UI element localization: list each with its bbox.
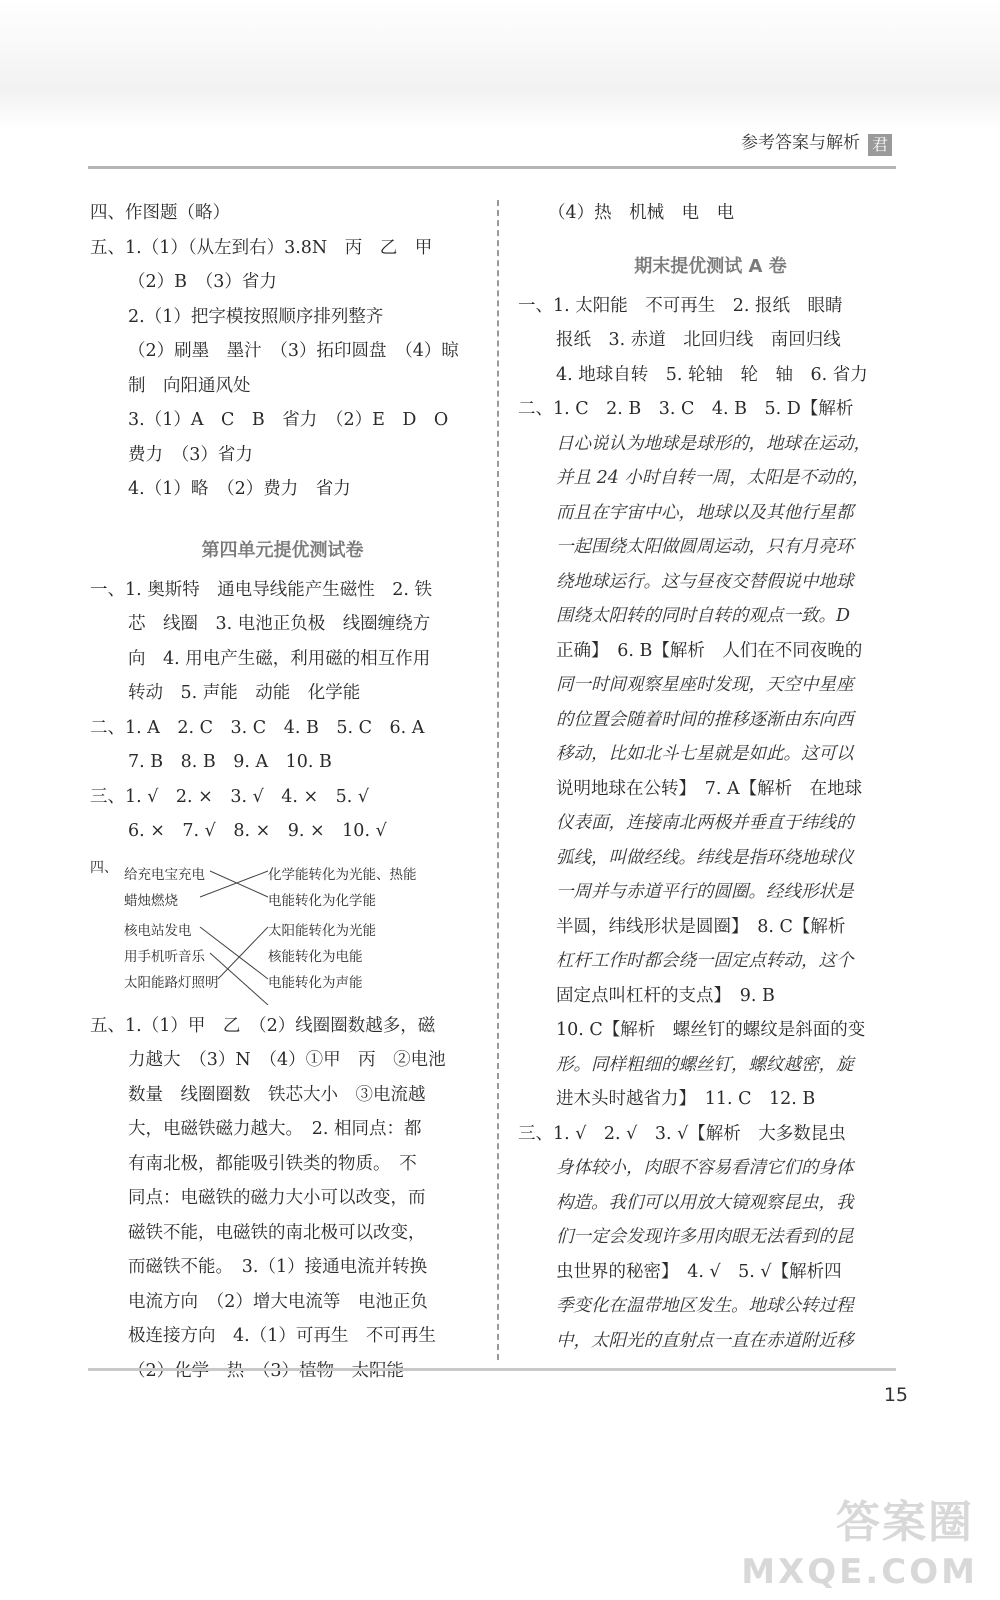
answer-line: 费力 （3）省力 <box>128 444 253 465</box>
matching-left-item: 蜡烛燃烧 <box>124 892 178 909</box>
publisher-logo: 君 <box>868 134 892 156</box>
explanation-line: 虫世界的秘密】 4. √ 5. √【解析四 <box>556 1261 842 1282</box>
answer-line: 同点：电磁铁的磁力大小可以改变，而 <box>128 1188 426 1208</box>
footer-divider <box>88 1368 896 1371</box>
explanation-line: 们一定会发现许多用肉眼无法看到的昆 <box>556 1227 854 1247</box>
right-column <box>518 196 903 1358</box>
answer-line: 2.（1）把字模按照顺序排列整齐 <box>128 306 384 327</box>
matching-diagram <box>90 857 475 1005</box>
answer-line: （2）刷墨 墨汁 （3）拓印圆盘 （4）晾 <box>128 341 459 361</box>
page-number: 15 <box>883 1384 908 1406</box>
explanation-line: 正确】 6. B【解析 人们在不同夜晚的 <box>556 640 863 661</box>
explanation-line: 日心说认为地球是球形的，地球在运动， <box>556 433 871 454</box>
answer-line: 转动 5. 声能 动能 化学能 <box>128 683 361 703</box>
section-title-unit4: 第四单元提优测试卷 <box>201 539 364 561</box>
explanation-line: 杠杆工作时都会绕一固定点转动，这个 <box>556 951 854 971</box>
explanation-line: 同一时间观察星座时发现，天空中星座 <box>556 675 854 695</box>
explanation-line: 半圆，纬线形状是圆圈】 8. C【解析 <box>556 916 846 937</box>
explanation-line: 10. C【解析 螺丝钉的螺纹是斜面的变 <box>556 1020 866 1040</box>
answer-line: （4）热 机械 电 电 <box>548 203 735 223</box>
matching-left-item: 给充电宝充电 <box>124 866 205 883</box>
answer-line: 磁铁不能，电磁铁的南北极可以改变， <box>128 1222 426 1243</box>
explanation-line: 中，太阳光的直射点一直在赤道附近移 <box>556 1330 854 1351</box>
watermark-url: MXQE.COM <box>741 1552 978 1592</box>
matching-left-item: 太阳能路灯照明 <box>124 974 219 991</box>
answer-line: 报纸 3. 赤道 北回归线 南回归线 <box>556 330 841 350</box>
answer-line: （2）B （3）省力 <box>128 272 277 292</box>
explanation-line: 移动，比如北斗七星就是如此。这可以 <box>556 744 854 764</box>
answer-line: 三、1. √ 2. √ 3. √【解析 大多数昆虫 <box>518 1123 846 1144</box>
matching-right-item: 电能转化为声能 <box>268 974 363 991</box>
answer-line: 二、1. C 2. B 3. C 4. B 5. D【解析 <box>518 399 854 419</box>
answer-line: 五、1.（1）甲 乙 （2）线圈圈数越多，磁 <box>90 1015 436 1036</box>
answer-line: 大，电磁铁磁力越大。 2. 相同点：都 <box>128 1119 422 1139</box>
matching-left-item: 用手机听音乐 <box>124 948 205 965</box>
explanation-line: 一起围绕太阳做圆周运动，只有月亮环 <box>556 537 854 557</box>
answer-line: 7. B 8. B 9. A 10. B <box>128 752 332 772</box>
explanation-line: 构造。我们可以用放大镜观察昆虫，我 <box>556 1192 854 1213</box>
header-divider <box>88 166 896 169</box>
matching-left-item: 核电站发电 <box>124 922 192 939</box>
header-title: 参考答案与解析 <box>741 133 860 153</box>
explanation-line: 弧线，叫做经线。纬线是指环绕地球仪 <box>556 847 854 868</box>
explanation-line: 围绕太阳转的同时自转的观点一致。D <box>556 606 851 626</box>
matching-right-item: 太阳能转化为光能 <box>268 922 376 939</box>
answer-line: 4.（1）略 （2）费力 省力 <box>128 479 351 499</box>
answer-line: 而磁铁不能。 3.（1）接通电流并转换 <box>128 1257 428 1277</box>
explanation-line: 并且 24 小时自转一周，太阳是不动的， <box>556 468 870 488</box>
explanation-line: 形。同样粗细的螺丝钉，螺纹越密，旋 <box>556 1054 854 1075</box>
left-column <box>90 196 475 1388</box>
explanation-line: 固定点叫杠杆的支点】 9. B <box>556 985 775 1006</box>
answer-line: 有南北极，都能吸引铁类的物质。 不 <box>128 1153 417 1174</box>
answer-line: 芯 线圈 3. 电池正负极 线圈缠绕方 <box>128 614 431 634</box>
matching-number: 四、 <box>90 859 118 876</box>
watermark-logo: 答案圈 <box>836 1497 974 1548</box>
answer-line: 6. × 7. √ 8. × 9. × 10. √ <box>128 821 387 841</box>
explanation-line: 一周并与赤道平行的圆圈。经线形状是 <box>556 882 854 902</box>
answer-line: 三、1. √ 2. × 3. √ 4. × 5. √ <box>90 786 370 807</box>
explanation-line: 的位置会随着时间的推移逐渐由东向西 <box>556 709 854 730</box>
answer-line: 电流方向 （2）增大电流等 电池正负 <box>128 1291 428 1312</box>
answer-line: 数量 线圈圈数 铁芯大小 ③电流越 <box>128 1084 426 1105</box>
explanation-line: 仪表面，连接南北两极并垂直于纬线的 <box>556 813 854 833</box>
explanation-line: 而且在宇宙中心，地球以及其他行星都 <box>556 502 854 523</box>
answer-line: 五、1.（1）（从左到右）3.8N 丙 乙 甲 <box>90 237 433 258</box>
answer-line: 制 向阳通风处 <box>128 375 251 396</box>
answer-line: 一、1. 太阳能 不可再生 2. 报纸 眼睛 <box>518 295 843 316</box>
answer-line: 四、作图题（略） <box>90 203 230 223</box>
answer-line: 二、1. A 2. C 3. C 4. B 5. C 6. A <box>90 717 425 738</box>
explanation-line: 绕地球运行。这与昼夜交替假说中地球 <box>556 571 854 592</box>
answer-line: 一、1. 奥斯特 通电导线能产生磁性 2. 铁 <box>90 579 433 600</box>
answer-line: 极连接方向 4.（1）可再生 不可再生 <box>128 1326 436 1346</box>
matching-right-item: 电能转化为化学能 <box>268 892 376 909</box>
explanation-line: 身体较小，肉眼不容易看清它们的身体 <box>556 1158 854 1178</box>
explanation-line: 季变化在温带地区发生。地球公转过程 <box>556 1296 854 1316</box>
top-background <box>0 0 1000 130</box>
matching-right-item: 核能转化为电能 <box>268 948 363 965</box>
column-divider <box>497 200 499 1360</box>
answer-line: 向 4. 用电产生磁，利用磁的相互作用 <box>128 648 431 669</box>
explanation-line: 说明地球在公转】 7. A【解析 在地球 <box>556 778 863 799</box>
matching-right-item: 化学能转化为光能、热能 <box>268 866 417 883</box>
answer-line: 力越大 （3）N （4）①甲 丙 ②电池 <box>128 1050 446 1070</box>
section-title-final-a: 期末提优测试 A 卷 <box>634 255 787 277</box>
answer-line: 3.（1）A C B 省力 （2）E D O <box>128 410 449 430</box>
answer-line: 4. 地球自转 5. 轮轴 轮 轴 6. 省力 <box>556 364 868 385</box>
explanation-line: 进木头时越省力】 11. C 12. B <box>556 1089 816 1109</box>
